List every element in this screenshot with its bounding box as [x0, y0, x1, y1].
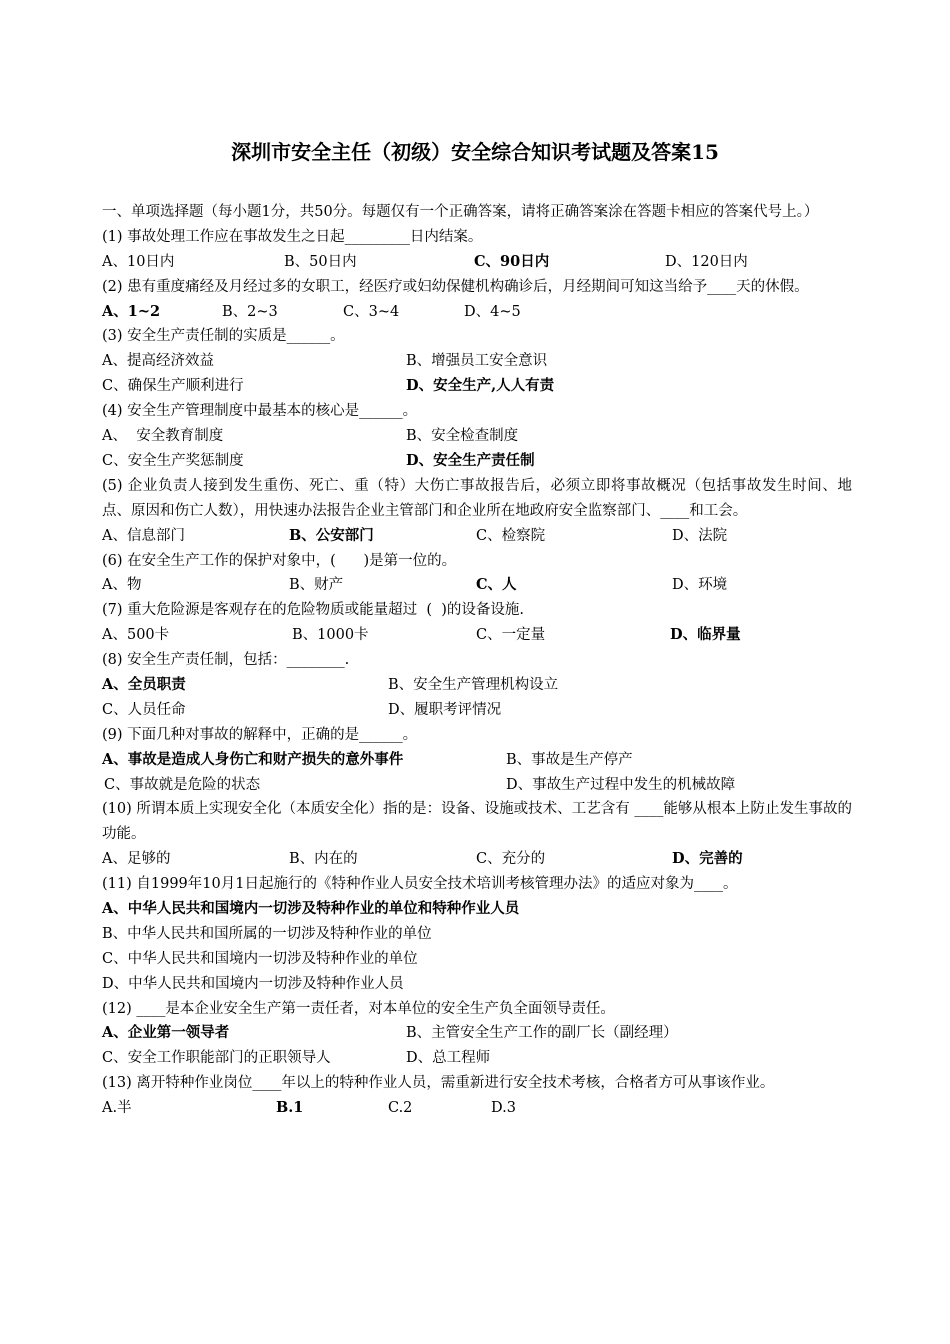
option-c: C.2 [388, 1100, 413, 1117]
option-c: C、一定量 [476, 627, 546, 644]
option-c: C、中华人民共和国境内一切涉及特种作业的单位 [102, 950, 418, 967]
options-row [102, 748, 852, 773]
option-a: A、提高经济效益 [102, 353, 214, 370]
options-row [102, 1021, 852, 1046]
option-c: C、确保生产顺利进行 [102, 378, 244, 395]
question-11: (11) 自1999年10月1日起施行的《特种作业人员安全技术培训考核管理办法》的适应对象为____。 [102, 876, 738, 893]
option-b: B、增强员工安全意识 [406, 353, 548, 370]
options-row [102, 698, 852, 723]
option-c: C、人员任命 [102, 701, 186, 718]
option-b: B、事故是生产停产 [506, 751, 633, 768]
option-c-answer: C、90日内 [474, 252, 550, 270]
option-a-answer: A、企业第一领导者 [102, 1024, 230, 1042]
option-d: D、120日内 [665, 253, 748, 270]
options-row [102, 847, 852, 872]
options-row [102, 374, 852, 399]
question-12: (12) ____是本企业安全生产第一责任者，对本单位的安全生产负全面领导责任。 [102, 1000, 615, 1017]
options-row [102, 524, 852, 549]
option-c: C、检察院 [476, 527, 546, 544]
question-10: (10) 所谓本质上实现安全化（本质安全化）指的是：设备、设施或技术、工艺含有 ____能够从根本上防止发生事故的功能。 [102, 801, 852, 843]
options-row [102, 623, 852, 648]
option-d: D、事故生产过程中发生的机械故障 [506, 776, 736, 793]
section-heading: 一、单项选择题（每小题1分，共50分。每题仅有一个正确答案，请将正确答案涂在答题卡相应的答案代号上。） [102, 204, 819, 220]
option-d-answer: D、安全生产,人人有责 [406, 377, 555, 395]
option-a-answer: A、1~2 [102, 302, 161, 320]
options-row [102, 424, 852, 449]
option-a: A、足够的 [102, 851, 171, 868]
option-d: D.3 [491, 1100, 516, 1117]
question-13: (13) 离开特种作业岗位____年以上的特种作业人员，需重新进行安全技术考核，合格者方可从事该作业。 [102, 1075, 775, 1092]
option-a-answer: A、事故是造成人身伤亡和财产损失的意外事件 [102, 750, 404, 768]
question-2: (2) 患有重度痛经及月经过多的女职工，经医疗或妇幼保健机构确诊后，月经期间可知这当给予____天的休假。 [102, 278, 809, 295]
option-b: B、安全生产管理机构设立 [388, 676, 559, 693]
options-row [102, 1096, 852, 1121]
option-a-answer: A、中华人民共和国境内一切涉及特种作业的单位和特种作业人员 [102, 900, 520, 918]
option-c-answer: C、人 [476, 576, 517, 594]
option-b: B、50日内 [284, 253, 357, 270]
option-b-answer: B、公安部门 [289, 526, 374, 544]
options-row [102, 250, 852, 275]
question-7: (7) 重大危险源是客观存在的危险物质或能量超过 ( )的设备设施. [102, 602, 525, 619]
option-a: A.半 [102, 1100, 132, 1117]
option-d: D、中华人民共和国境内一切涉及特种作业人员 [102, 975, 404, 992]
option-b: B、2~3 [222, 303, 278, 320]
question-5: (5) 企业负责人接到发生重伤、死亡、重（特）大伤亡事故报告后，必须立即将事故概况（包括事故发生时间、地点、原因和伤亡人数），用快速办法报告企业主管部门和企业所在地政府安全监察部门、____和工会。 [102, 477, 852, 519]
options-row [102, 349, 852, 374]
options-row [102, 673, 852, 698]
question-9: (9) 下面几种对事故的解释中，正确的是______。 [102, 726, 418, 743]
options-row [102, 773, 852, 798]
option-c: C、安全生产奖惩制度 [102, 452, 244, 469]
option-b: B、1000卡 [292, 627, 369, 644]
option-b-answer: B.1 [276, 1099, 304, 1117]
question-6: (6) 在安全生产工作的保护对象中，( )是第一位的。 [102, 552, 457, 569]
question-3: (3) 安全生产责任制的实质是______。 [102, 328, 345, 345]
option-c: C、3~4 [343, 303, 400, 320]
option-a-answer: A、全员职责 [102, 675, 186, 693]
option-d-answer: D、临界量 [670, 626, 741, 644]
options-row [102, 1046, 852, 1071]
question-1: (1) 事故处理工作应在事故发生之日起_________日内结案。 [102, 228, 483, 245]
exam-content [102, 200, 852, 1121]
option-c: C、充分的 [476, 851, 546, 868]
option-a: A、物 [102, 577, 142, 594]
option-d: D、环境 [672, 577, 728, 594]
options-row [102, 573, 852, 598]
option-c: C、事故就是危险的状态 [104, 776, 261, 793]
options-row [102, 449, 852, 474]
option-d: D、总工程师 [406, 1050, 491, 1067]
option-b: B、主管安全生产工作的副厂长（副经理） [406, 1025, 678, 1042]
option-a: A、 安全教育制度 [102, 428, 224, 445]
option-b: B、内在的 [289, 851, 358, 868]
option-c: C、安全工作职能部门的正职领导人 [102, 1050, 331, 1067]
option-d-answer: D、完善的 [672, 850, 743, 868]
option-a: A、信息部门 [102, 527, 185, 544]
option-b: B、中华人民共和国所属的一切涉及特种作业的单位 [102, 925, 432, 942]
option-d: D、4~5 [464, 303, 521, 320]
question-8: (8) 安全生产责任制，包括：________. [102, 652, 350, 669]
option-b: B、安全检查制度 [406, 428, 519, 445]
option-d-answer: D、安全生产责任制 [406, 451, 535, 469]
option-d: D、法院 [672, 527, 728, 544]
option-a: A、500卡 [102, 627, 170, 644]
option-a: A、10日内 [102, 253, 175, 270]
document-title: 深圳市安全主任（初级）安全综合知识考试题及答案15 [231, 140, 719, 164]
option-b: B、财产 [289, 577, 344, 594]
options-row [102, 300, 852, 325]
option-d: D、履职考评情况 [388, 701, 502, 718]
question-4: (4) 安全生产管理制度中最基本的核心是______。 [102, 403, 418, 420]
